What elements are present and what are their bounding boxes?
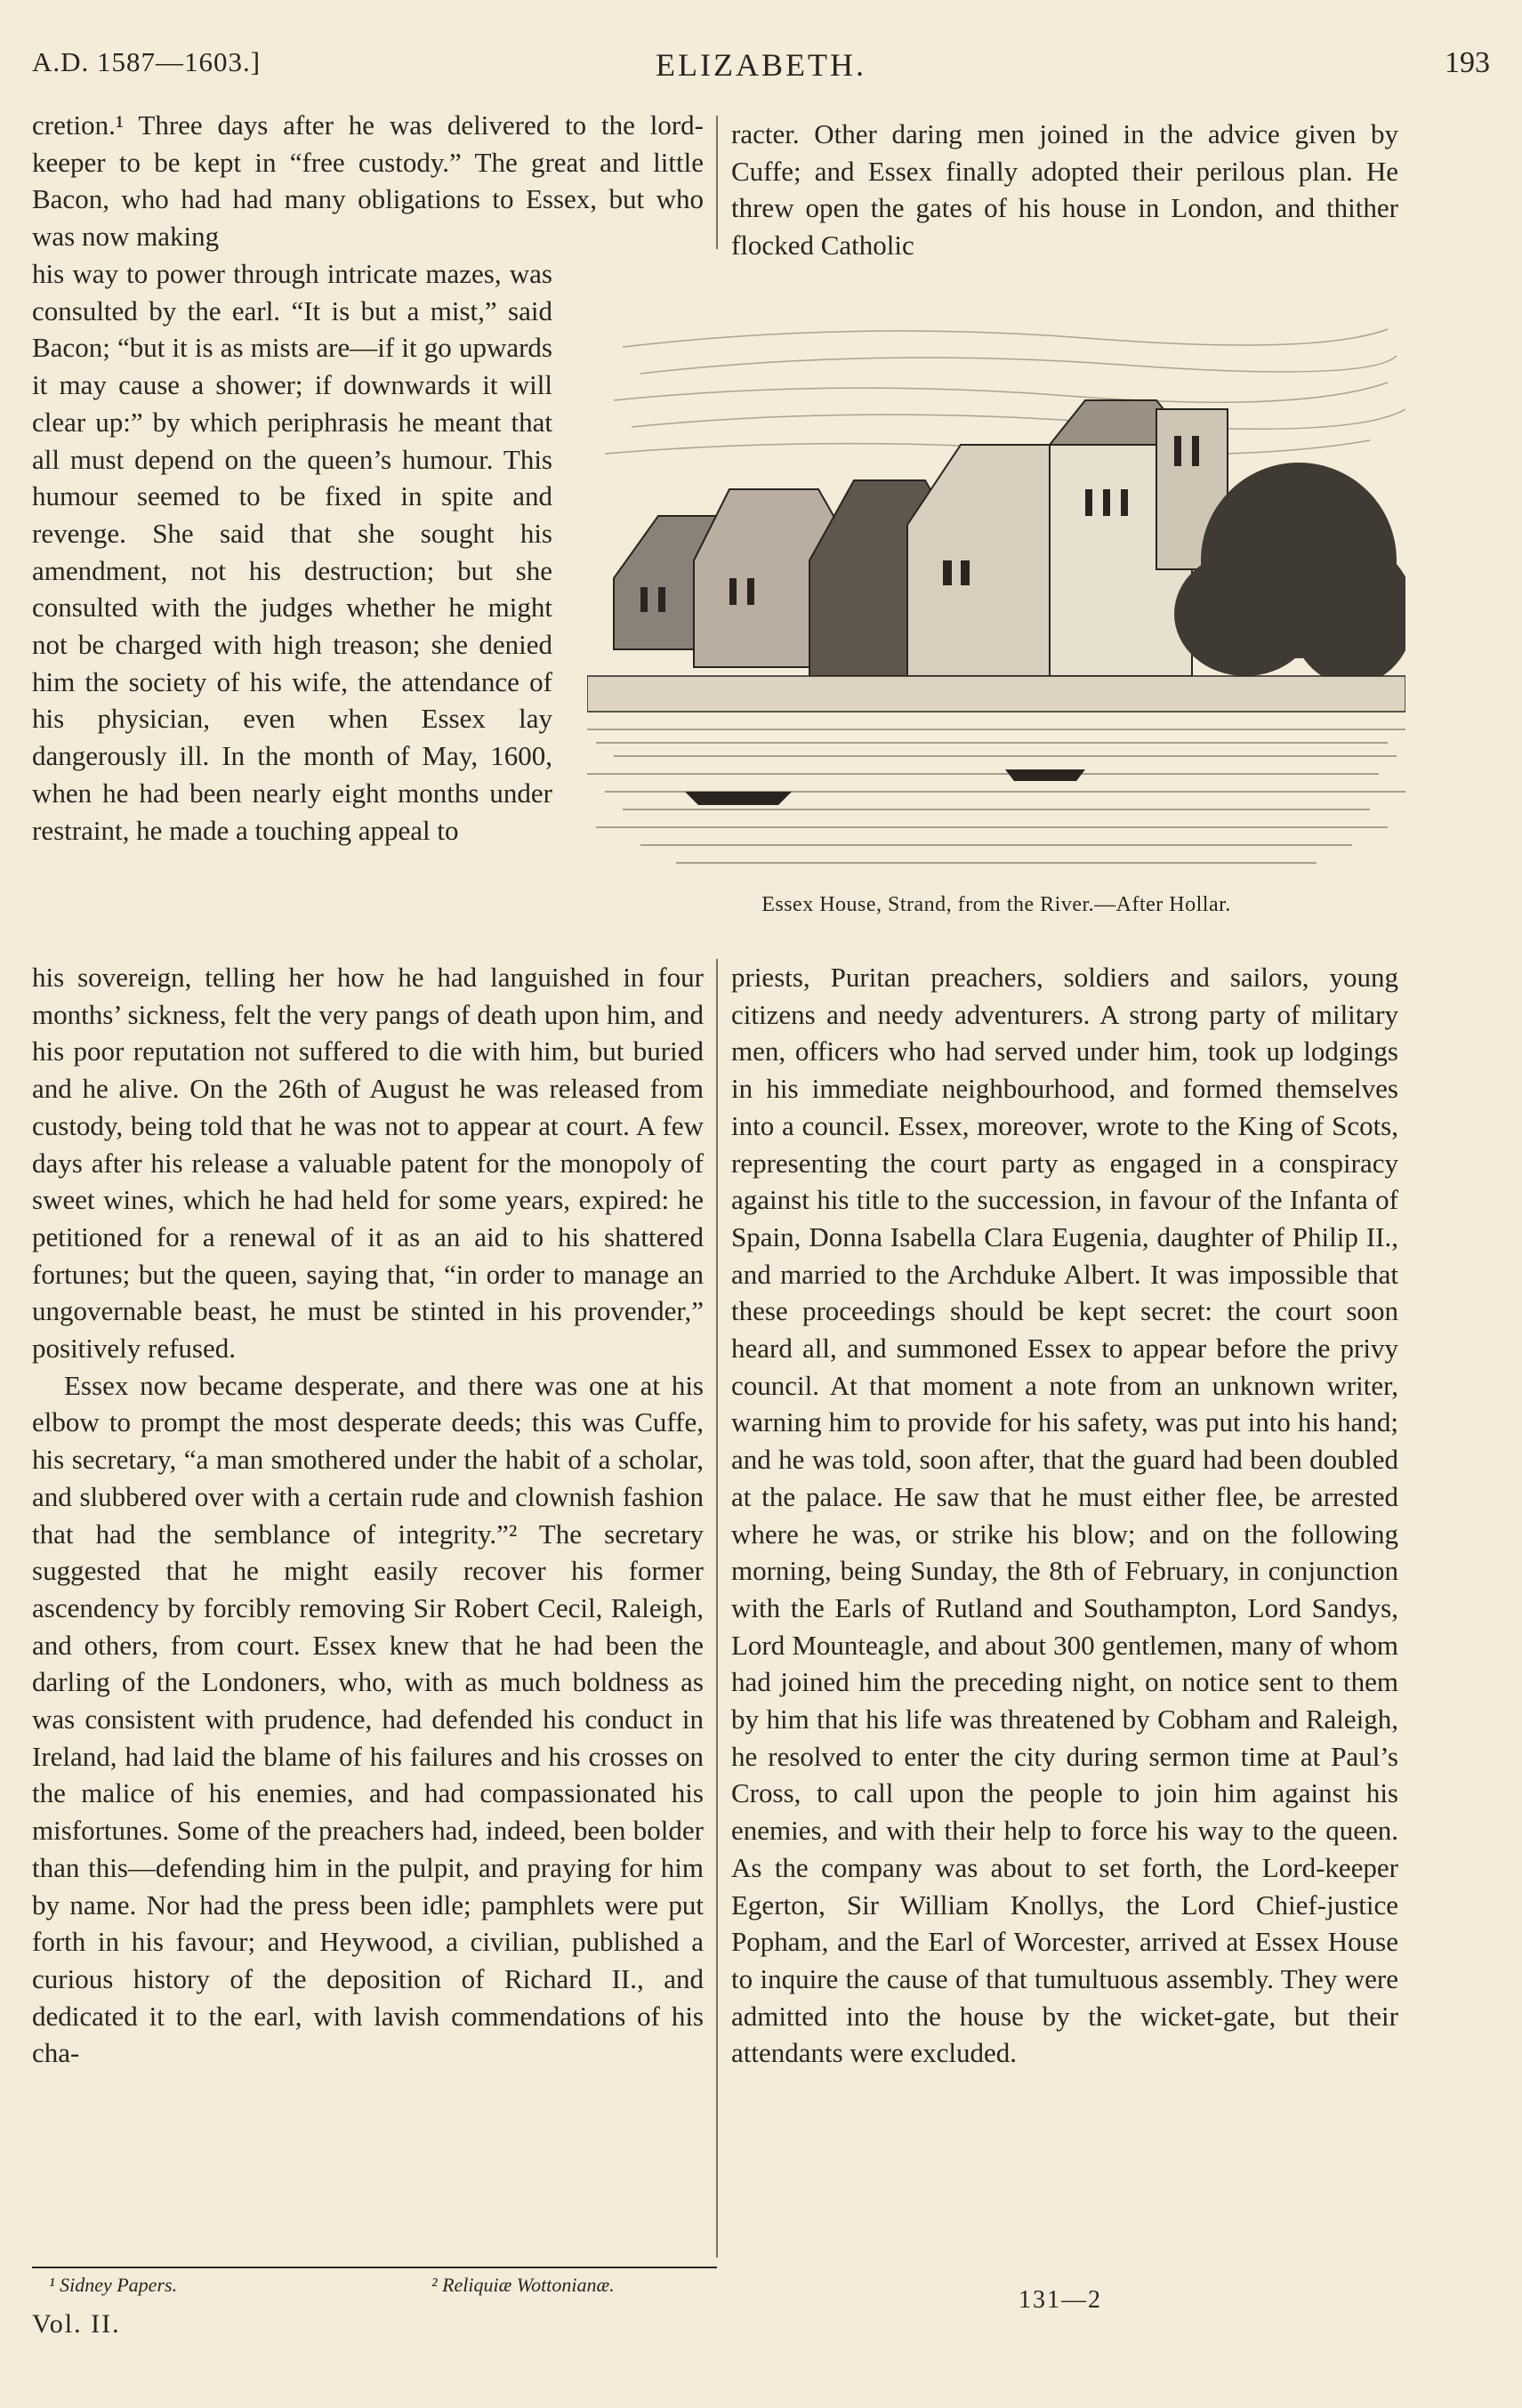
paragraph: Essex now became desperate, and there was one at his elbow to prompt the most desperate deeds; this was Cuffe, his secretary, “a man smothered under the habit of a scholar, and slubbered over with a certain rude and clownish fashion that had the semblance of integrity.”² The secretary suggested that he might easily recover his former ascendency by forcibly removing Sir Robert Cecil, Raleigh, and others, from court. Essex knew that he had been the darling of the Londoners, who, with as much boldness as was consistent with prudence, had defended his conduct in Ireland, had laid the blame of his failures and his crosses on the malice of his enemies, and had compassionated his misfortunes. Some of the preachers had, indeed, been bolder than this—defending him in the pulpit, and praying for him by name. Nor had the press been idle; pamphlets were put forth in his favour; and Heywood, a civilian, published a curious history of the deposition of Richard II., and dedicated it to the earl, with lavish commendations of his cha- xyxy=(32,1369,704,2069)
left-column-top xyxy=(32,107,704,255)
paragraph: his way to power through intricate mazes, was consulted by the earl. “It is but a mist,” said Bacon; “but it is as mists are—if it go upwards it may cause a shower; if downwards it will clear up:” by which periphrasis he meant that all must depend on the queen’s humour. This humour seemed to be fixed in spite and revenge. She said that she sought his amendment, not his destruction; but she consulted with the judges whether he might not be charged with high treason; she denied him the society of his wife, the attendance of his physician, even when Essex lay dangerously ill. In the month of May, 1600, when he had been nearly eight months under restraint, he made a touching appeal to xyxy=(32,258,552,846)
running-header xyxy=(32,46,1490,82)
paragraph: racter. Other daring men joined in the advice given by Cuffe; and Essex finally adopted their perilous plan. He threw open the gates of his house in London, and thither flocked Catholic xyxy=(731,118,1398,262)
paragraph: cretion.¹ Three days after he was delivered to the lord-keeper to be kept in “free custody.” The great and little Bacon, who had had many obligations to Essex, but who was now making xyxy=(32,109,704,253)
page-number: 193 xyxy=(1445,46,1490,79)
paragraph: his sovereign, telling her how he had languished in four months’ sickness, felt the very pangs of death upon him, and his poor reputation not suffered to die with him, but buried and he alive. On the 26th of August he was released from custody, being told that he was not to appear at court. A few days after his release a valuable patent for the monopoly of sweet wines, which he had held for some years, expired: he petitioned for a renewal of it as an aid to his shattered fortunes; but the queen, saying that, “in order to manage an ungovernable beast, he must be stinted in his provender,” positively refused. xyxy=(32,962,704,1365)
figure-caption: Essex House, Strand, from the River.—After Hollar. xyxy=(761,893,1231,916)
column-divider-bottom xyxy=(716,959,718,2258)
paragraph: priests, Puritan preachers, soldiers and sailors, young citizens and needy adventurers. A strong party of military men, officers who had served under him, took up lodgings in his immediate neighbourhood, and formed themselves into a council. Essex, moreover, wrote to the King of Scots, representing the court party as engaged in a conspiracy against his title to the succession, in favour of the Infanta of Spain, Donna Isabella Clara Eugenia, daughter of Philip II., and married to the Archduke Albert. It was impossible that these proceedings should be kept secret: the court soon heard all, and summoned Essex to appear before the privy council. At that moment a note from an unknown writer, warning him to provide for his safety, was put into his hand; and he was told, soon after, that the guard had been doubled at the palace. He saw that he must either flee, be arrested where he was, or strike his blow; and on the following morning, being Sunday, the 8th of February, in conjunction with the Earls of Rutland and Southampton, Lord Sandys, Lord Mounteagle, and about 300 gentlemen, many of whom had joined him the preceding night, on notice sent to them by him that his life was threatened by Cobham and Raleigh, he resolved to enter the city during sermon time at Paul’s Cross, to call upon the people to join him against his enemies, and with their help to force his way to the queen. As the company was about to set forth, the Lord-keeper Egerton, Sir William Knollys, the Lord Chief-justice Popham, and the Earl of Worcester, arrived at Essex House to inquire the cause of that tumultuous assembly. They were admitted into the house by the wicket-gate, but their attendants were excluded. xyxy=(731,962,1398,2069)
signature-mark: 131—2 xyxy=(1019,2286,1102,2314)
column-divider-top xyxy=(716,116,718,249)
right-column-top xyxy=(731,116,1398,264)
volume-mark: Vol. II. xyxy=(32,2309,121,2339)
footnote-1: ¹ Sidney Papers. xyxy=(49,2274,178,2296)
right-column-bottom xyxy=(731,959,1398,2072)
left-column-bottom xyxy=(32,959,704,2072)
header-date-range: A.D. 1587—1603.] xyxy=(32,46,262,77)
engraving-illustration xyxy=(587,294,1405,898)
essex-house-engraving xyxy=(587,294,1405,898)
footnote-rule xyxy=(32,2267,717,2268)
footnote-2: ² Reliquiæ Wottonianæ. xyxy=(431,2274,615,2296)
header-title: ELIZABETH. xyxy=(656,47,866,83)
left-column-wrapped xyxy=(32,255,552,849)
